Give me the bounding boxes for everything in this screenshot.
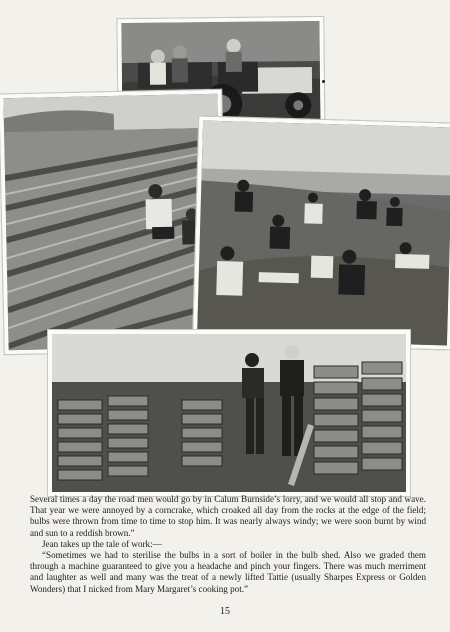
field-photo-image bbox=[3, 94, 222, 350]
picnic-photo bbox=[193, 116, 450, 349]
page-number: 15 bbox=[220, 606, 230, 617]
speck bbox=[322, 80, 325, 83]
body-paragraph: “Sometimes we had to sterilise the bulbs in a sort of boiler in the bulb shed. Also we graded them through a machine guaranteed to give you a headache and pinch your fingers. There was much merriment and laughter as well and many was the treat of a newly lifted Tattie (usually Sharpes Express or Golden Wonders) that I nicked from Mary Margaret’s cooking pot.” bbox=[30, 550, 426, 594]
body-text bbox=[30, 494, 426, 595]
picnic-photo-image bbox=[197, 121, 450, 346]
body-paragraph: Several times a day the road men would go by in Calum Burnside’s lorry, and we would all stop and wave. That year we were annoyed by a corncrake, which croaked all day from the rocks at the edge of the field; bulbs were thrown from time to time to stop him. It was nearly always windy; we were soon burnt by wind and sun to a reddish brown.” bbox=[30, 494, 426, 538]
crates-photo-image bbox=[52, 334, 406, 492]
crates-photo bbox=[48, 330, 410, 496]
body-paragraph: Jean takes up the tale of work:— bbox=[42, 538, 162, 549]
